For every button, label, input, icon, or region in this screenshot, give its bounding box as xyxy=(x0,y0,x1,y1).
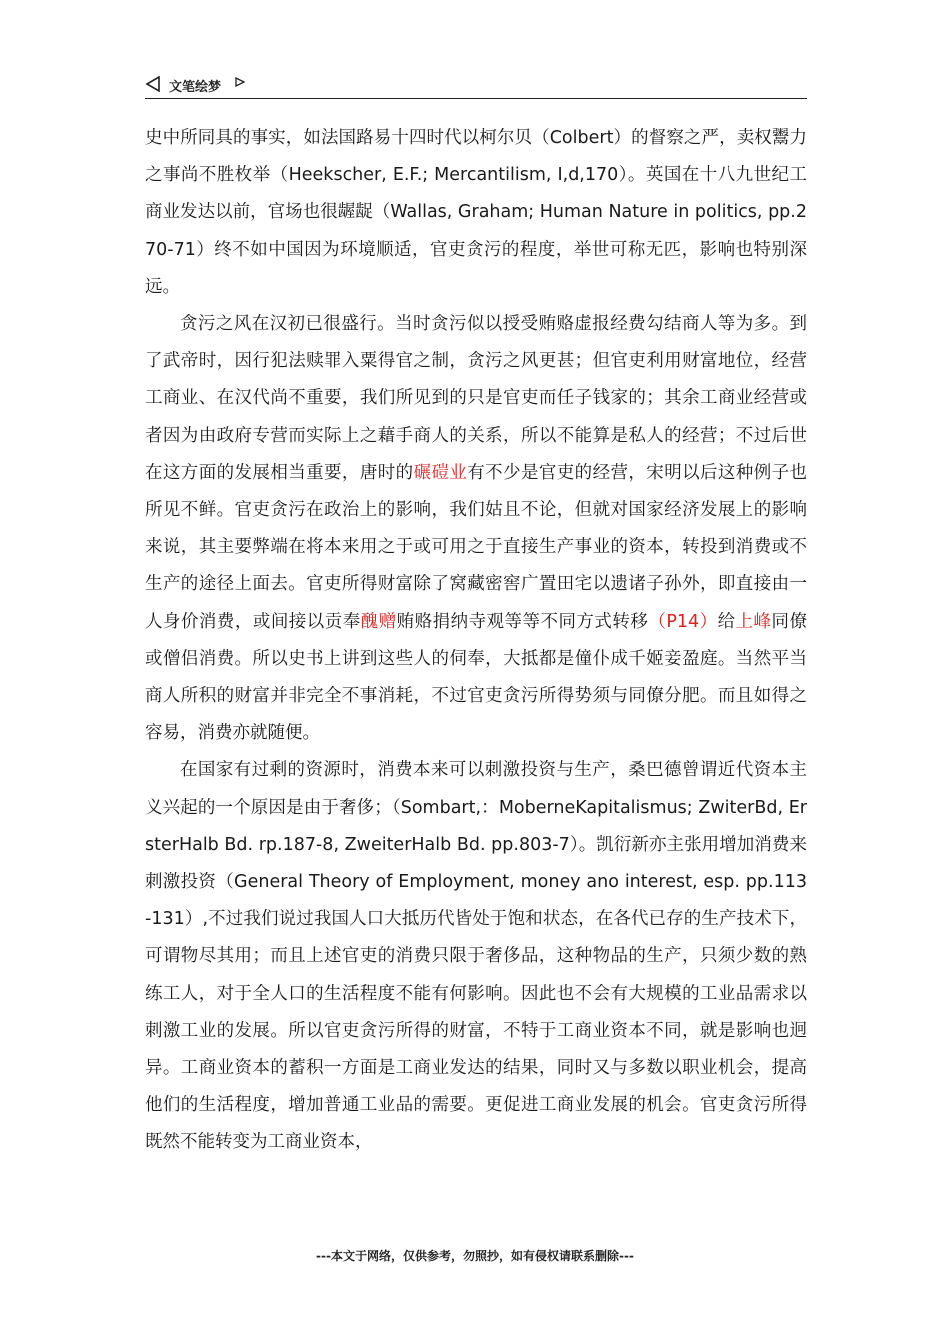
page-footer: ---本文于网络，仅供参考，勿照抄，如有侵权请联系删除--- xyxy=(316,1249,634,1263)
paragraph-text: 有不少是官吏的经营，宋明以后这种例子也所见不鲜。官吏贪污在政治上的影响，我们姑且不论，但就对国家经济发展上的影响来说，其主要弊端在将本来用之于或可用之于直接生产事业的资本，转投到消费或不生产的途径上面去。官吏所得财富除了窝藏密窖广置田宅以遗诸子孙外，即直接由一人身价消费，或间接以贡奉 xyxy=(145,462,808,632)
triangle-right-icon xyxy=(235,77,245,87)
highlighted-term: 上峰 xyxy=(735,611,772,632)
paragraph-text: 同僚或僧侣消费。所以史书上讲到这些人的伺奉，大抵都是僮仆成千姬妾盈庭。当然平当商人所积的财富并非完全不事消耗，不过官吏贪污所得势须与同僚分肥。而且如得之容易，消费亦就随便。 xyxy=(145,611,808,744)
highlighted-term: 碾磑业 xyxy=(413,462,468,483)
paragraph-text: 贿赂捐纳寺观等等不同方式转移 xyxy=(396,611,649,632)
page-reference: （P14） xyxy=(648,611,718,632)
paragraph-3 xyxy=(145,752,807,1161)
paragraph-1 xyxy=(145,120,807,306)
paragraph-2 xyxy=(145,306,807,752)
highlighted-term: 醜赠 xyxy=(360,611,397,632)
triangle-left-icon xyxy=(145,76,161,92)
paragraph-text: 在国家有过剩的资源时，消费本来可以刺激投资与生产，桑巴德曾谓近代资本主义兴起的一个原因是由于奢侈；（Sombart,：MoberneKapitalismus; ZwiterBd, ErsterHalb Bd. rp.187-8, ZweiterHalb Bd. pp.803-7）。凯衍新亦主张用增加消费来刺激投资（General Theory of Employment, money ano interest, esp. pp.113-131）,不过我们说过我国人口大抵历代皆处于饱和状态，在各代已存的生产技术下，可谓物尽其用；而且上述官吏的消费只限于奢侈品，这种物品的生产，只须少数的熟练工人，对于全人口的生活程度不能有何影响。因此也不会有大规模的工业品需求以刺激工业的发展。所以官吏贪污所得的财富，不特于工商业资本不同，就是影响也迥异。工商业资本的蓄积一方面是工商业发达的结果，同时又与多数以职业机会，提高他们的生活程度，增加普通工业品的需要。更促进工商业发展的机会。官吏贪污所得既然不能转变为工商业资本， xyxy=(145,760,807,1153)
paragraph-text: 给 xyxy=(717,611,736,632)
header-title: 文笔绘梦 xyxy=(169,80,222,95)
page-header xyxy=(145,70,807,99)
paragraph-text: 史中所同具的事实，如法国路易十四时代以柯尔贝（Colbert）的督察之严，卖权鬻力之事尚不胜枚举（Heekscher, E.F.; Mercantilism, I,d,170）。英国在十八九世纪工商业发达以前，官场也很龌龊（Wallas, Graham; Human Nature in politics, pp.270-71）终不如中国因为环境顺适，官吏贪污的程度，举世可称无匹，影响也特别深远。 xyxy=(145,128,807,297)
document-body xyxy=(145,120,807,1162)
paragraph-text: 贪污之风在汉初已很盛行。当时贪污似以授受贿赂虚报经费勾结商人等为多。到了武帝时，因行犯法赎罪入粟得官之制，贪污之风更甚；但官吏利用财富地位，经营工商业、在汉代尚不重要，我们所见到的只是官吏而任子钱家的；其余工商业经营或者因为由政府专营而实际上之藉手商人的关系，所以不能算是私人的经营；不过后世在这方面的发展相当重要，唐时的 xyxy=(145,314,807,483)
